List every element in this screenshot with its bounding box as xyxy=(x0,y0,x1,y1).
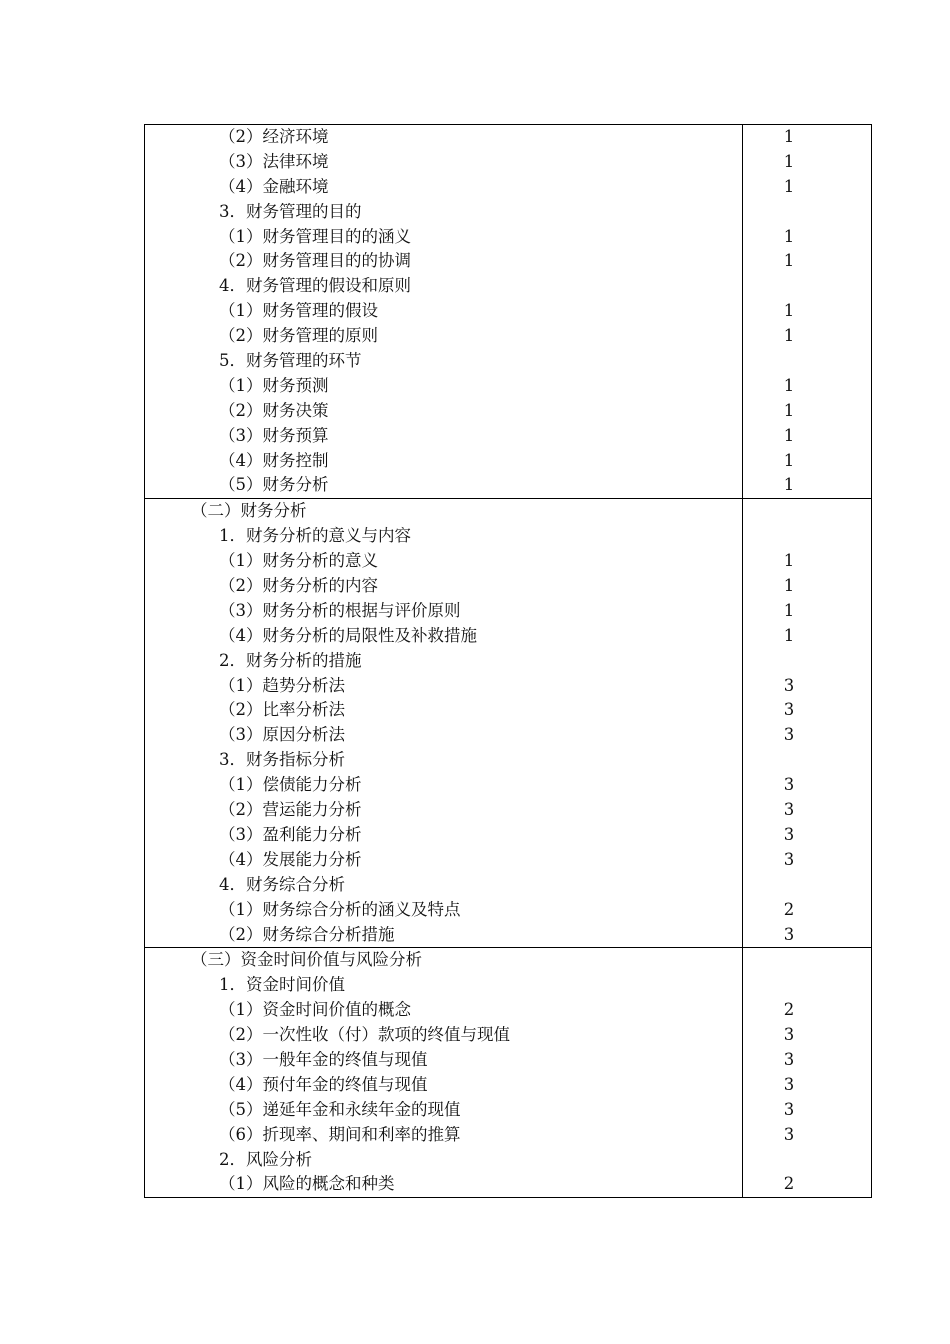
hours-value xyxy=(743,748,871,773)
hours-value: 3 xyxy=(783,1074,795,1094)
topic-item: （1）财务管理目的的涵义 xyxy=(219,226,411,246)
section-hours-cell xyxy=(743,948,872,1198)
hours-value xyxy=(743,274,871,299)
topic-item: （5）递延年金和永续年金的现值 xyxy=(219,1099,461,1119)
topic-item: （2）比率分析法 xyxy=(219,700,345,720)
hours-value: 1 xyxy=(783,176,795,196)
topic-item: （2）财务管理的原则 xyxy=(219,326,378,346)
section-block xyxy=(145,499,872,948)
topic-item: （3）盈利能力分析 xyxy=(219,824,362,844)
section-hours-cell xyxy=(743,499,872,948)
topic-heading: 2．财务分析的措施 xyxy=(219,650,362,670)
topic-heading: 4．财务管理的假设和原则 xyxy=(219,276,411,296)
hours-value: 1 xyxy=(783,400,795,420)
hours-value xyxy=(743,873,871,898)
hours-value: 3 xyxy=(783,924,795,944)
hours-value: 1 xyxy=(783,226,795,246)
hours-value: 2 xyxy=(783,1174,795,1194)
topic-heading: 5．财务管理的环节 xyxy=(219,351,362,371)
hours-value: 1 xyxy=(783,127,795,146)
hours-value: 3 xyxy=(783,849,795,869)
course-outline-table xyxy=(144,124,872,1198)
section-block xyxy=(145,125,872,499)
topic-item: （1）资金时间价值的概念 xyxy=(219,1000,411,1020)
hours-value: 1 xyxy=(783,375,795,395)
topic-item: （1）财务管理的假设 xyxy=(219,301,378,321)
hours-value: 2 xyxy=(783,899,795,919)
topic-item: （1）趋势分析法 xyxy=(219,675,345,695)
topic-item: （4）发展能力分析 xyxy=(219,849,362,869)
topic-item: （1）财务预测 xyxy=(219,375,329,395)
topic-heading: 3．财务指标分析 xyxy=(219,750,345,770)
topic-item: （1）财务分析的意义 xyxy=(219,551,378,571)
hours-value: 1 xyxy=(783,576,795,596)
topic-item: （3）法律环境 xyxy=(219,151,329,171)
hours-value: 3 xyxy=(783,675,795,695)
topic-item: （4）金融环境 xyxy=(219,176,329,196)
topic-heading: 1．财务分析的意义与内容 xyxy=(219,526,411,546)
hours-value xyxy=(743,948,871,973)
hours-value: 3 xyxy=(783,1099,795,1119)
topic-item: （3）一般年金的终值与现值 xyxy=(219,1049,428,1069)
topic-item: （2）经济环境 xyxy=(219,127,329,146)
topic-item: （5）财务分析 xyxy=(219,475,329,495)
topic-heading: 1．资金时间价值 xyxy=(219,975,345,995)
hours-value: 3 xyxy=(783,725,795,745)
hours-value: 1 xyxy=(783,551,795,571)
hours-value: 1 xyxy=(783,151,795,171)
topic-item: （1）偿债能力分析 xyxy=(219,775,362,795)
section-heading: （二）财务分析 xyxy=(191,501,307,521)
topic-item: （3）财务分析的根据与评价原则 xyxy=(219,600,461,620)
topic-item: （3）原因分析法 xyxy=(219,725,345,745)
hours-value: 1 xyxy=(783,600,795,620)
section-heading: （三）资金时间价值与风险分析 xyxy=(191,950,422,970)
hours-value: 1 xyxy=(783,425,795,445)
hours-value: 1 xyxy=(783,475,795,495)
topic-heading: 2．风险分析 xyxy=(219,1149,312,1169)
topic-item: （2）财务决策 xyxy=(219,400,329,420)
hours-value xyxy=(743,200,871,225)
section-topics-cell xyxy=(145,499,743,948)
section-topics-cell xyxy=(145,948,743,1198)
topic-item: （1）风险的概念和种类 xyxy=(219,1174,395,1194)
topic-item: （4）预付年金的终值与现值 xyxy=(219,1074,428,1094)
hours-value: 3 xyxy=(783,1049,795,1069)
hours-value: 1 xyxy=(783,326,795,346)
hours-value xyxy=(743,973,871,998)
hours-value: 3 xyxy=(783,800,795,820)
section-block xyxy=(145,948,872,1198)
section-topics-cell xyxy=(145,125,743,499)
topic-item: （2）财务管理目的的协调 xyxy=(219,251,411,271)
topic-item: （2）财务分析的内容 xyxy=(219,576,378,596)
topic-item: （2）营运能力分析 xyxy=(219,800,362,820)
topic-item: （2）财务综合分析措施 xyxy=(219,924,395,944)
hours-value: 1 xyxy=(783,301,795,321)
topic-item: （1）财务综合分析的涵义及特点 xyxy=(219,899,461,919)
hours-value: 3 xyxy=(783,824,795,844)
topic-heading: 3．财务管理的目的 xyxy=(219,201,362,221)
hours-value: 3 xyxy=(783,1025,795,1045)
topic-item: （4）财务控制 xyxy=(219,450,329,470)
topic-item: （6）折现率、期间和利率的推算 xyxy=(219,1124,461,1144)
hours-value: 1 xyxy=(783,625,795,645)
section-hours-cell xyxy=(743,125,872,499)
topic-heading: 4．财务综合分析 xyxy=(219,874,345,894)
topic-item: （2）一次性收（付）款项的终值与现值 xyxy=(219,1025,510,1045)
hours-value: 3 xyxy=(783,700,795,720)
hours-value xyxy=(743,524,871,549)
topic-item: （3）财务预算 xyxy=(219,425,329,445)
hours-value: 3 xyxy=(783,1124,795,1144)
hours-value: 2 xyxy=(783,1000,795,1020)
hours-value xyxy=(743,349,871,374)
hours-value xyxy=(743,1148,871,1173)
outline-body xyxy=(145,125,872,1198)
topic-item: （4）财务分析的局限性及补救措施 xyxy=(219,625,477,645)
hours-value: 3 xyxy=(783,775,795,795)
hours-value xyxy=(743,499,871,524)
hours-value xyxy=(743,649,871,674)
hours-value: 1 xyxy=(783,450,795,470)
hours-value: 1 xyxy=(783,251,795,271)
